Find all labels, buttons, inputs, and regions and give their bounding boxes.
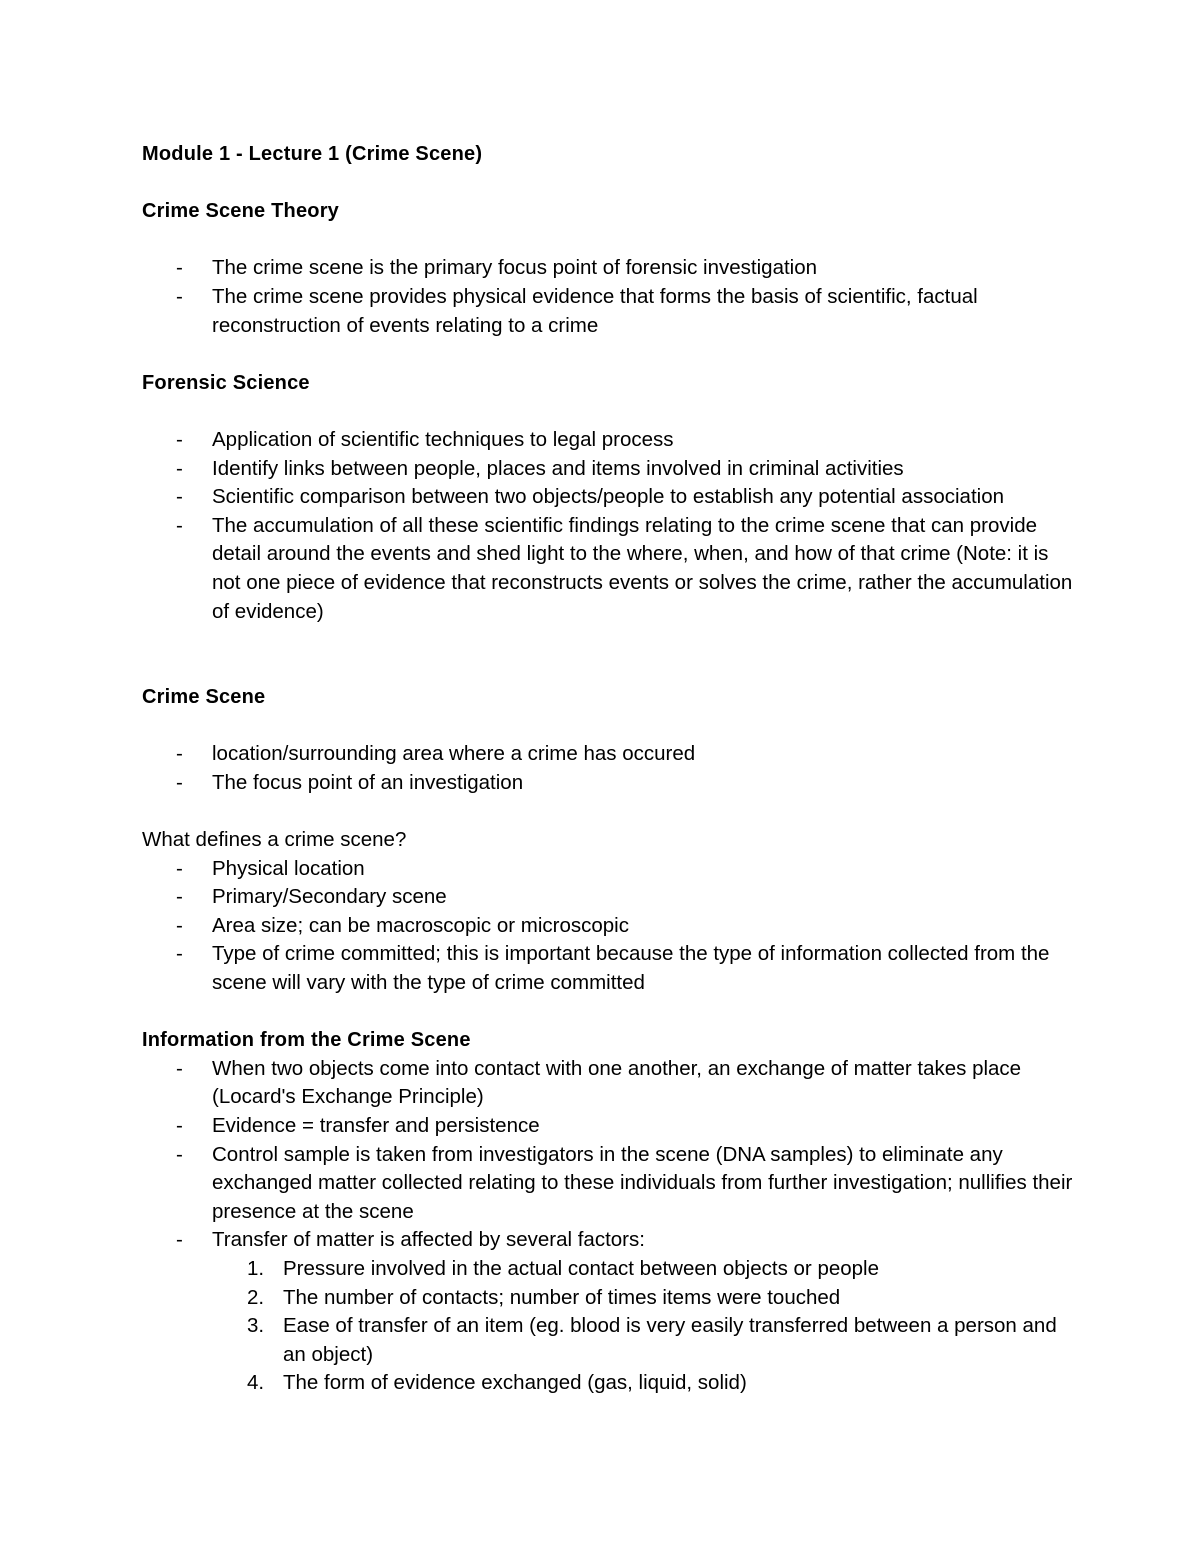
document-title: Module 1 - Lecture 1 (Crime Scene) (142, 143, 483, 165)
numbered-item (247, 1369, 1082, 1398)
scene-list (142, 740, 1082, 797)
list-item: - Primary/Secondary scene (212, 883, 1082, 912)
list-item: - The crime scene is the primary focus point of forensic investigation (212, 254, 1082, 283)
item-text: Pressure involved in the actual contact between objects or people (283, 1256, 880, 1280)
forensic-list (142, 426, 1082, 626)
numbered-item (247, 1284, 1082, 1313)
list-item: - The accumulation of all these scientific findings relating to the crime scene that can provide detail around the events and shed light to the where, when, and how of that crime (Note: it is not one piece of evidence that reconstructs events or solves the crime, rather the accumulation of evidence) (212, 512, 1082, 626)
theory-list (142, 254, 1082, 340)
document-page (142, 140, 1082, 1398)
item-number: 3. (247, 1314, 265, 1338)
item-text: The number of contacts; number of times items were touched (283, 1285, 841, 1309)
item-number: 1. (247, 1256, 265, 1280)
list-item: - Physical location (212, 855, 1082, 884)
factors-intro: Transfer of matter is affected by several factors: (212, 1228, 645, 1252)
numbered-item (247, 1312, 1082, 1369)
list-item: - Type of crime committed; this is important because the type of information collected from the scene will vary with the type of crime committed (212, 940, 1082, 997)
scene-heading: Crime Scene (142, 686, 266, 709)
forensic-heading: Forensic Science (142, 371, 310, 394)
item-text: Ease of transfer of an item (eg. blood is very easily transferred between a person and an object) (283, 1314, 1057, 1366)
list-item: - Application of scientific techniques to legal process (212, 426, 1082, 455)
numbered-item (247, 1255, 1082, 1284)
list-item: - Identify links between people, places and items involved in criminal activities (212, 455, 1082, 484)
list-item: - Area size; can be macroscopic or microscopic (212, 912, 1082, 941)
theory-heading: Crime Scene Theory (142, 200, 340, 223)
define-list (142, 855, 1082, 998)
item-number: 4. (247, 1371, 265, 1395)
list-item: - Scientific comparison between two objects/people to establish any potential association (212, 483, 1082, 512)
list-item (212, 1226, 1082, 1398)
item-number: 2. (247, 1285, 265, 1309)
list-item: - Control sample is taken from investigators in the scene (DNA samples) to eliminate any exchanged matter collected relating to these individuals from further investigation; nullifies their presence at the scene (212, 1141, 1082, 1227)
list-item: - Evidence = transfer and persistence (212, 1112, 1082, 1141)
factors-list (212, 1255, 1082, 1398)
list-item: - When two objects come into contact with one another, an exchange of matter takes place (Locard's Exchange Principle) (212, 1055, 1082, 1112)
scene-question: What defines a crime scene? (142, 828, 407, 852)
item-text: The form of evidence exchanged (gas, liquid, solid) (283, 1371, 747, 1395)
info-heading: Information from the Crime Scene (142, 1029, 471, 1052)
list-item: - location/surrounding area where a crime has occured (212, 740, 1082, 769)
info-list (142, 1055, 1082, 1398)
list-item: - The focus point of an investigation (212, 769, 1082, 798)
list-item: - The crime scene provides physical evidence that forms the basis of scientific, factual reconstruction of events relating to a crime (212, 283, 1082, 340)
